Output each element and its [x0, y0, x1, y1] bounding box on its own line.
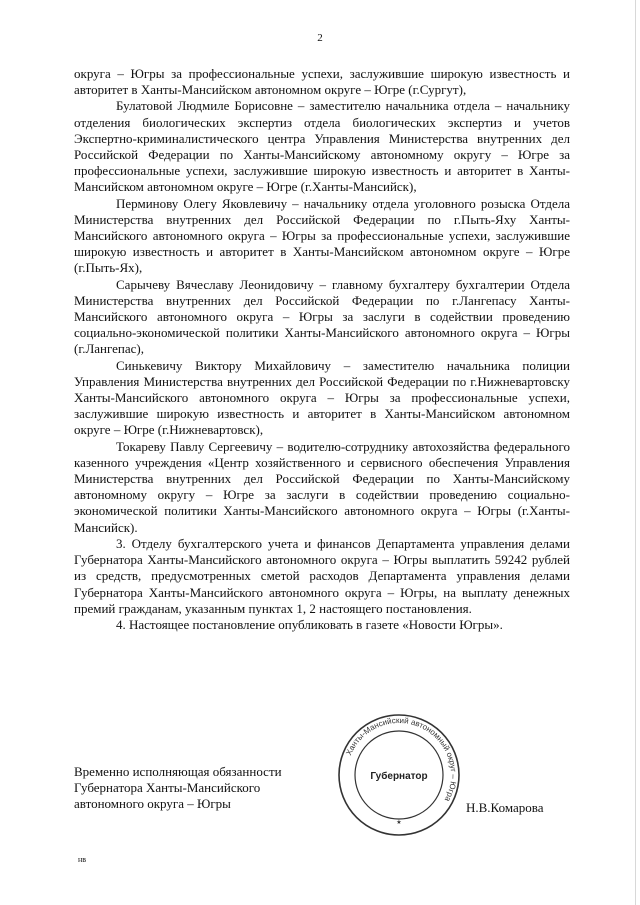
paragraph: Токареву Павлу Сергеевичу – водителю-сотруднику автохозяйства федерального казенного учреждения «Центр хозяйственного и сервисного обеспечения Управления Министерства внутренних дел Российской Федерации по Ханты-Мансийскому автономному округу – Югре за заслуги в содействии проведению социально-экономической политики Ханты-Мансийского автономного округа – Югры (г.Ханты-Мансийск). — [74, 438, 570, 535]
page-number: 2 — [317, 32, 323, 44]
signatory-title-line: Губернатора Ханты-Мансийского — [74, 780, 261, 795]
stamp-center-text: Губернатор — [370, 771, 428, 782]
paragraph: Синькевичу Виктору Михайловичу – заместителю начальника полиции Управления Министерства внутренних дел Российской Федерации по г.Нижневартовску Ханты-Мансийского автономного округа – Югры за профессиональные успехи, заслужившие широкую известность и авторитет в Ханты-Мансийском автономном округе – Югре (г.Нижневартовск), — [74, 357, 570, 438]
signatory-name: Н.В.Комарова — [466, 800, 544, 815]
document-body — [74, 66, 570, 633]
paragraph: 3. Отделу бухгалтерского учета и финансов Департамента управления делами Губернатора Ханты-Мансийского автономного округа – Югры выплатить 59242 рублей из средств, предусмотренных сметой расходов Департамента управления делами Губернатора Ханты-Мансийского автономного округа – Югры, на выплату денежных премий гражданам, указанным пунктах 1, 2 настоящего постановления. — [74, 535, 570, 616]
paragraph: округа – Югры за профессиональные успехи, заслужившие широкую известность и авторитет в Ханты-Мансийском автономном округе – Югре (г.Сургут), — [74, 66, 570, 98]
scan-edge-line — [635, 0, 636, 905]
footer-initials: нв — [78, 855, 87, 864]
paragraph: Сарычеву Вячеславу Леонидовичу – главному бухгалтеру бухгалтерии Отдела Министерства внутренних дел Российской Федерации по г.Лангепасу Ханты-Мансийского автономного округа – Югры за заслуги в содействии проведению социально-экономической политики Ханты-Мансийского автономного округа – Югры (г.Лангепас), — [74, 276, 570, 357]
signatory-title-line: Временно исполняющая обязанности — [74, 764, 282, 779]
signature-block — [74, 764, 282, 812]
paragraph: Булатовой Людмиле Борисовне – заместителю начальника отдела – начальнику отделения биологических экспертиз отдела биологических экспертиз и учетов Экспертно-криминалистического центра Управления Министерства внутренних дел Российской Федерации по Ханты-Мансийскому автономному округу – Югре за профессиональные успехи, заслужившие широкую известность и авторитет в Ханты-Мансийском автономном округе – Югре (г.Ханты-Мансийск), — [74, 98, 570, 195]
stamp-star-icon: ★ — [396, 819, 402, 826]
official-stamp — [330, 712, 468, 838]
stamp-ring-text: Ханты-Мансийский автономный округ – Югра — [344, 715, 459, 803]
paragraph: 4. Настоящее постановление опубликовать в газете «Новости Югры». — [116, 616, 503, 632]
signatory-title-line: автономного округа – Югры — [74, 796, 231, 811]
paragraph: Перминову Олегу Яковлевичу – начальнику отдела уголовного розыска Отдела Министерства внутренних дел Российской Федерации по г.Пыть-Яху Ханты-Мансийского автономного округа – Югры за профессиональные успехи, заслужившие широкую известность и авторитет в Ханты-Мансийском автономном округе – Югре (г.Пыть-Ях), — [74, 195, 570, 276]
